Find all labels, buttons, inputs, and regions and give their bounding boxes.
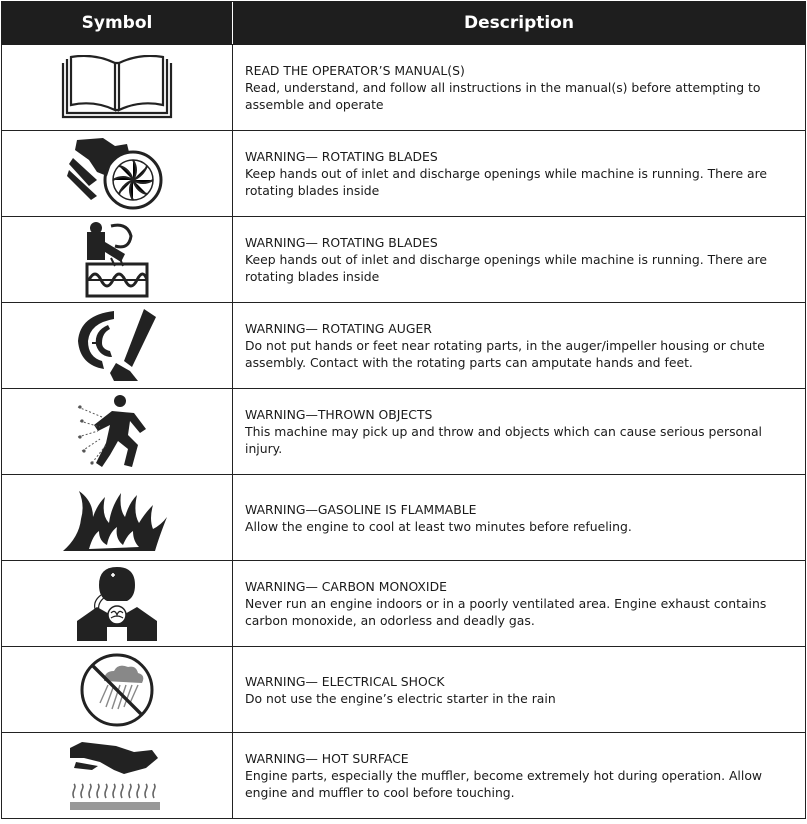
rotating-blades-machine-icon [85, 222, 149, 298]
table-header [1, 1, 806, 45]
description-cell [233, 733, 805, 818]
header-symbol: Symbol [2, 2, 233, 44]
table-row [1, 389, 806, 475]
description-cell [233, 303, 805, 388]
row-text: Read, understand, and follow all instructions in the manual(s) before attempting to assemble and operate [245, 80, 761, 112]
hot-surface-icon [68, 740, 166, 812]
rotating-blades-hand-icon [67, 136, 167, 212]
table-row [1, 733, 806, 819]
row-title: WARNING—GASOLINE IS FLAMMABLE [245, 501, 477, 517]
row-title: WARNING— ROTATING AUGER [245, 321, 432, 336]
header-description: Description [464, 13, 574, 33]
table-row [1, 303, 806, 389]
description-cell [233, 45, 805, 130]
row-text: Keep hands out of inlet and discharge openings while machine is running. There are rotating blades inside [245, 166, 768, 198]
row-title: WARNING—THROWN OBJECTS [245, 407, 433, 422]
description-cell [233, 389, 805, 474]
row-text: Keep hands out of inlet and discharge openings while machine is running. There are rotating blades inside [245, 252, 768, 284]
row-title: WARNING— CARBON MONOXIDE [245, 579, 447, 594]
carbon-monoxide-icon [75, 565, 159, 643]
table-row [1, 217, 806, 303]
symbol-cell [2, 561, 233, 646]
row-text: Never run an engine indoors or in a poorly ventilated area. Engine exhaust contains carbon monoxide, an odorless and deadly gas. [245, 596, 767, 628]
symbol-cell [2, 217, 233, 302]
description-cell [233, 647, 805, 732]
table-row [1, 647, 806, 733]
table-row [1, 45, 806, 131]
manual-icon [59, 55, 175, 121]
symbol-cell [2, 131, 233, 216]
description-cell [233, 217, 805, 302]
row-text: Do not put hands or feet near rotating parts, in the auger/impeller housing or chute assembly. Contact with the rotating parts can amputate hands and feet. [245, 338, 765, 370]
table-row [1, 475, 806, 561]
symbol-cell [2, 647, 233, 732]
description-cell [233, 131, 805, 216]
row-title: WARNING— ELECTRICAL SHOCK [245, 673, 445, 689]
row-text: Do not use the engine’s electric starter in the rain [245, 690, 556, 706]
row-title: WARNING— ROTATING BLADES [245, 149, 438, 164]
safety-symbols-table [1, 1, 806, 822]
flame-icon [63, 483, 171, 553]
symbol-cell [2, 733, 233, 818]
row-title: READ THE OPERATOR’S MANUAL(S) [245, 63, 465, 78]
description-cell [233, 475, 805, 560]
symbol-cell [2, 475, 233, 560]
row-text: Allow the engine to cool at least two minutes before refueling. [245, 518, 632, 534]
symbol-cell [2, 303, 233, 388]
symbol-cell [2, 45, 233, 130]
row-text: This machine may pick up and throw and objects which can cause serious personal injury. [245, 424, 762, 456]
row-title: WARNING— HOT SURFACE [245, 751, 409, 766]
table-row [1, 131, 806, 217]
row-title: WARNING— ROTATING BLADES [245, 235, 438, 250]
no-rain-icon [78, 651, 156, 729]
description-cell [233, 561, 805, 646]
rotating-auger-icon [74, 307, 160, 385]
table-row [1, 561, 806, 647]
row-text: Engine parts, especially the muffler, become extremely hot during operation. Allow engine and muffler to cool before touching. [245, 768, 763, 800]
thrown-objects-icon [76, 393, 158, 471]
symbol-cell [2, 389, 233, 474]
